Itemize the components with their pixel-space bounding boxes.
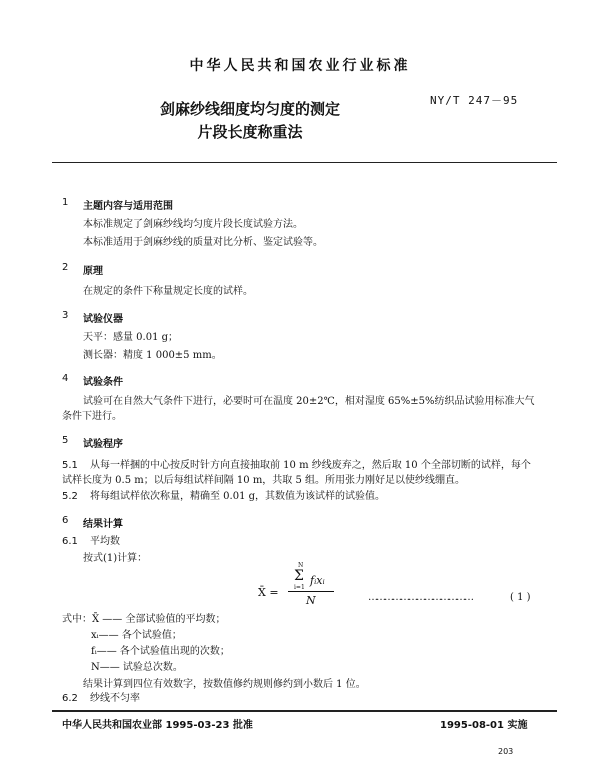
fraction-bar (288, 591, 334, 592)
clause-6-2-number: 6.2 (62, 693, 78, 704)
clause-6-1-number: 6.1 (62, 536, 78, 547)
section-2-number: 2 (62, 262, 69, 273)
section-5-number: 5 (62, 435, 69, 446)
clause-6-1-title: 平均数 (90, 536, 120, 547)
where-xi: xᵢ—— 各个试验值； (91, 630, 182, 641)
section-3-line1: 天平：感量 0.01 g； (83, 332, 179, 343)
section-2-line1: 在规定的条件下称量规定长度的试样。 (83, 286, 253, 297)
section-4-text: 试验可在自然大气条件下进行，必要时可在温度 20±2℃，相对湿度 65%±5%纺织品试验用标准大气条件下进行。 (62, 396, 535, 422)
section-3-line2: 测长器：精度 1 000±5 mm。 (83, 350, 222, 361)
formula-leader-dots: ………………………………… (368, 592, 472, 603)
header-divider (52, 162, 557, 163)
footer-divider (52, 710, 557, 712)
issued-by-date: 中华人民共和国农业部 1995-03-23 批准 (62, 720, 253, 731)
standard-number: NY/T 247－95 (430, 94, 519, 107)
formula-equation-number: ( 1 ) (510, 592, 531, 603)
section-1-line1: 本标准规定了剑麻纱线均匀度片段长度试验方法。 (83, 219, 303, 230)
section-3-number: 3 (62, 310, 69, 321)
section-6-heading: 结果计算 (83, 519, 123, 530)
sum-lower-limit: i=1 (294, 584, 305, 591)
section-1-number: 1 (62, 197, 69, 208)
clause-5-1-number: 5.1 (62, 460, 78, 471)
section-3-heading: 试验仪器 (83, 314, 123, 325)
clause-5-2-text: 将每组试样依次称量，精确至 0.01 g，其数值为该试样的试验值。 (90, 491, 386, 502)
sum-upper-limit: N (298, 562, 304, 569)
section-4-heading: 试验条件 (83, 377, 123, 388)
formula-intro: 按式(1)计算： (83, 553, 148, 564)
section-5-heading: 试验程序 (83, 439, 123, 450)
section-4-number: 4 (62, 373, 69, 384)
result-rounding-note: 结果计算到四位有效数字，按数值修约规则修约到小数后 1 位。 (83, 679, 366, 690)
effective-date: 1995-08-01 实施 (440, 720, 528, 731)
section-1-line2: 本标准适用于剑麻纱线的质量对比分析、鉴定试验等。 (83, 237, 323, 248)
clause-5-2-number: 5.2 (62, 491, 78, 502)
section-1-heading: 主题内容与适用范围 (83, 201, 173, 212)
sum-symbol: Σ (294, 568, 304, 584)
page-number: 203 (498, 747, 514, 756)
formula-lhs: X̄ = (258, 586, 279, 599)
standard-category-title: 中华人民共和国农业行业标准 (189, 58, 411, 74)
section-2-heading: 原理 (83, 266, 103, 277)
section-6-number: 6 (62, 515, 69, 526)
sum-term: fᵢxᵢ (310, 574, 325, 587)
document-title-line1: 剑麻纱线细度均匀度的测定 (159, 100, 340, 118)
where-n: N—— 试验总次数。 (91, 662, 183, 673)
where-fi: fᵢ—— 各个试验值出现的次数； (91, 646, 230, 657)
where-xbar: 式中：X̄ —— 全部试验值的平均数； (62, 614, 226, 625)
document-title-line2: 片段长度称重法 (197, 123, 303, 141)
clause-6-2-title: 纱线不匀率 (90, 693, 140, 704)
formula-denominator: N (306, 594, 316, 607)
clause-5-1-text: 从每一样捆的中心按反时针方向直接抽取前 10 m 纱线废弃之，然后取 10 个全部切断的试样，每个试样长度为 0.5 m；以后每组试样间隔 10 m，共取 5 组。所用张力刚好足以使纱线绷直。 (62, 460, 531, 486)
